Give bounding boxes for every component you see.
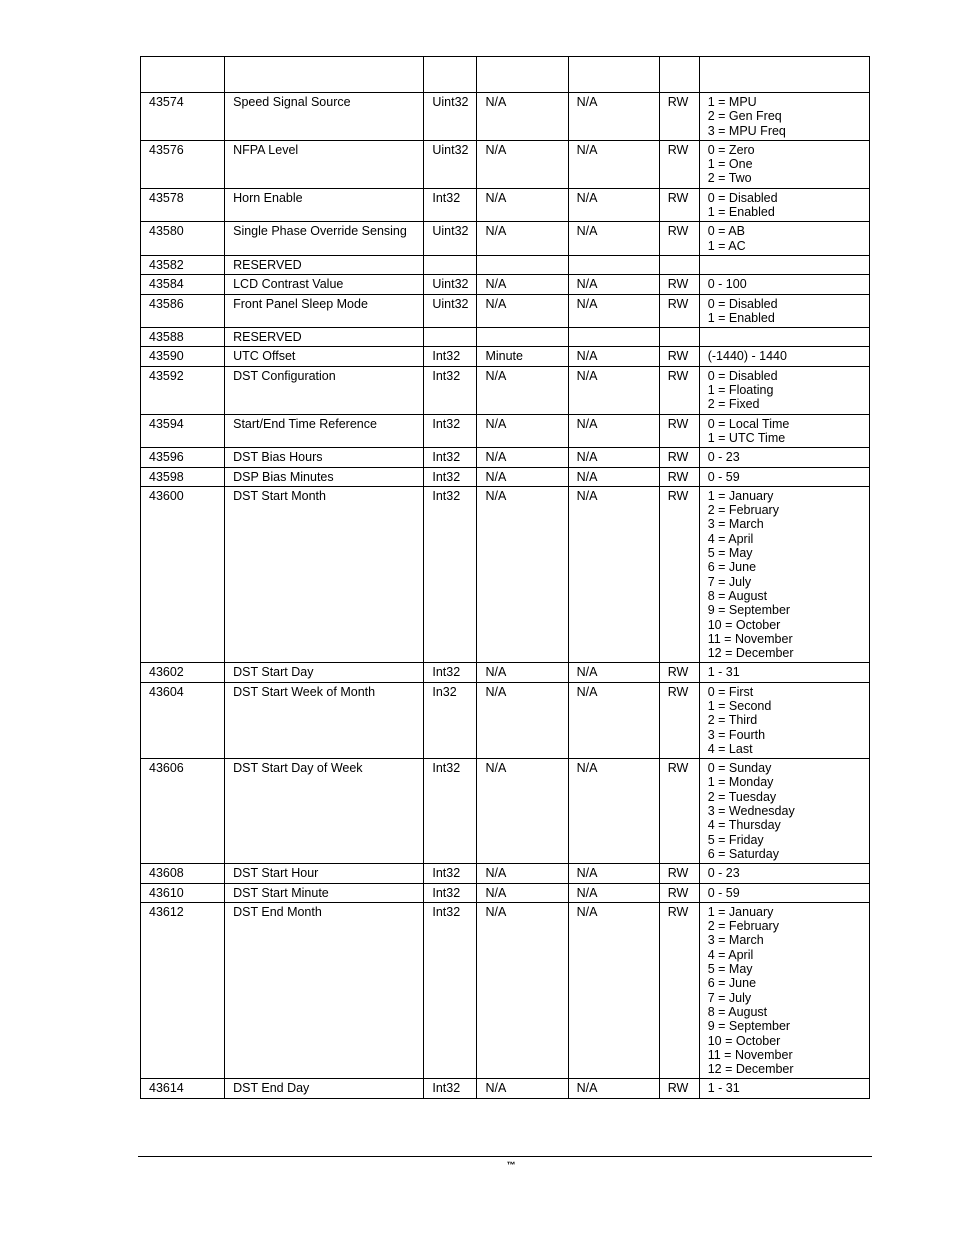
cell-address: 43596 xyxy=(141,448,225,467)
cell-scale: N/A xyxy=(568,902,659,1079)
cell-access xyxy=(659,255,699,274)
cell-parameter: DST Bias Hours xyxy=(225,448,424,467)
cell-units: N/A xyxy=(477,366,568,414)
cell-parameter: Front Panel Sleep Mode xyxy=(225,294,424,328)
cell-address: 43578 xyxy=(141,188,225,222)
cell-access: RW xyxy=(659,414,699,448)
cell-data-type: Int32 xyxy=(424,188,477,222)
table-row xyxy=(141,883,870,902)
cell-access: RW xyxy=(659,93,699,141)
cell-access: RW xyxy=(659,294,699,328)
cell-units: N/A xyxy=(477,486,568,663)
cell-data-type xyxy=(424,255,477,274)
cell-data-type: Int32 xyxy=(424,883,477,902)
cell-scale: N/A xyxy=(568,366,659,414)
cell-range: 0 - 23 xyxy=(699,448,869,467)
cell-address: 43614 xyxy=(141,1079,225,1098)
cell-range: 0 = Zero 1 = One 2 = Two xyxy=(699,140,869,188)
cell-scale: N/A xyxy=(568,140,659,188)
cell-range xyxy=(699,255,869,274)
header-cell-access xyxy=(659,57,699,93)
cell-address: 43606 xyxy=(141,759,225,864)
cell-parameter: UTC Offset xyxy=(225,347,424,366)
cell-parameter: NFPA Level xyxy=(225,140,424,188)
cell-data-type: Uint32 xyxy=(424,275,477,294)
table-row xyxy=(141,347,870,366)
table-row xyxy=(141,222,870,256)
table-row xyxy=(141,663,870,682)
cell-scale: N/A xyxy=(568,682,659,758)
cell-range: 0 = AB 1 = AC xyxy=(699,222,869,256)
cell-access: RW xyxy=(659,467,699,486)
cell-data-type: Int32 xyxy=(424,347,477,366)
table-row xyxy=(141,467,870,486)
cell-units: N/A xyxy=(477,414,568,448)
cell-scale xyxy=(568,255,659,274)
cell-parameter: Single Phase Override Sensing xyxy=(225,222,424,256)
cell-scale: N/A xyxy=(568,1079,659,1098)
cell-address: 43580 xyxy=(141,222,225,256)
cell-range: 0 - 100 xyxy=(699,275,869,294)
cell-address: 43612 xyxy=(141,902,225,1079)
table-row xyxy=(141,140,870,188)
cell-scale: N/A xyxy=(568,222,659,256)
table-row xyxy=(141,328,870,347)
cell-units: N/A xyxy=(477,93,568,141)
cell-range: 0 - 59 xyxy=(699,883,869,902)
cell-data-type: Int32 xyxy=(424,1079,477,1098)
cell-parameter: LCD Contrast Value xyxy=(225,275,424,294)
header-cell-scale xyxy=(568,57,659,93)
cell-parameter: DST End Month xyxy=(225,902,424,1079)
cell-access: RW xyxy=(659,1079,699,1098)
cell-scale: N/A xyxy=(568,294,659,328)
cell-scale: N/A xyxy=(568,486,659,663)
cell-access: RW xyxy=(659,682,699,758)
cell-address: 43586 xyxy=(141,294,225,328)
table-row xyxy=(141,1079,870,1098)
cell-address: 43584 xyxy=(141,275,225,294)
cell-units: N/A xyxy=(477,902,568,1079)
cell-parameter: RESERVED xyxy=(225,328,424,347)
header-cell-range xyxy=(699,57,869,93)
cell-address: 43610 xyxy=(141,883,225,902)
table-row xyxy=(141,864,870,883)
cell-range: 0 = Disabled 1 = Enabled xyxy=(699,188,869,222)
table-row xyxy=(141,255,870,274)
cell-data-type: Int32 xyxy=(424,759,477,864)
cell-access: RW xyxy=(659,366,699,414)
cell-units: N/A xyxy=(477,864,568,883)
cell-address: 43604 xyxy=(141,682,225,758)
cell-parameter: DST Start Hour xyxy=(225,864,424,883)
cell-range: 1 = January 2 = February 3 = March 4 = April 5 = May 6 = June 7 = July 8 = August 9 = September 10 = October 11 = November 12 = December xyxy=(699,486,869,663)
table-row xyxy=(141,448,870,467)
cell-units: N/A xyxy=(477,294,568,328)
cell-parameter: DST End Day xyxy=(225,1079,424,1098)
cell-range: 0 = Sunday 1 = Monday 2 = Tuesday 3 = Wednesday 4 = Thursday 5 = Friday 6 = Saturday xyxy=(699,759,869,864)
cell-parameter: DST Start Day xyxy=(225,663,424,682)
cell-access: RW xyxy=(659,759,699,864)
header-cell-units xyxy=(477,57,568,93)
cell-scale: N/A xyxy=(568,275,659,294)
table-row xyxy=(141,275,870,294)
cell-scale: N/A xyxy=(568,448,659,467)
cell-units: N/A xyxy=(477,448,568,467)
cell-access: RW xyxy=(659,275,699,294)
cell-units: N/A xyxy=(477,140,568,188)
footer-trademark: ™ xyxy=(506,1160,516,1170)
cell-units: N/A xyxy=(477,467,568,486)
cell-units xyxy=(477,328,568,347)
cell-parameter: Speed Signal Source xyxy=(225,93,424,141)
cell-units: N/A xyxy=(477,222,568,256)
cell-range: (-1440) - 1440 xyxy=(699,347,869,366)
cell-range: 0 - 23 xyxy=(699,864,869,883)
cell-address: 43576 xyxy=(141,140,225,188)
table-row xyxy=(141,486,870,663)
cell-access: RW xyxy=(659,347,699,366)
cell-access: RW xyxy=(659,486,699,663)
cell-range xyxy=(699,328,869,347)
cell-access: RW xyxy=(659,222,699,256)
cell-address: 43594 xyxy=(141,414,225,448)
cell-parameter: DSP Bias Minutes xyxy=(225,467,424,486)
table-row xyxy=(141,188,870,222)
cell-data-type: Uint32 xyxy=(424,93,477,141)
cell-data-type: Int32 xyxy=(424,366,477,414)
cell-data-type: Int32 xyxy=(424,902,477,1079)
table-row xyxy=(141,294,870,328)
cell-address: 43598 xyxy=(141,467,225,486)
cell-parameter: DST Start Day of Week xyxy=(225,759,424,864)
cell-data-type: Int32 xyxy=(424,467,477,486)
cell-data-type: Int32 xyxy=(424,448,477,467)
cell-units: N/A xyxy=(477,1079,568,1098)
cell-units: Minute xyxy=(477,347,568,366)
cell-access: RW xyxy=(659,864,699,883)
cell-units xyxy=(477,255,568,274)
cell-units: N/A xyxy=(477,759,568,864)
cell-data-type xyxy=(424,328,477,347)
cell-access: RW xyxy=(659,140,699,188)
cell-parameter: Start/End Time Reference xyxy=(225,414,424,448)
cell-units: N/A xyxy=(477,188,568,222)
cell-access: RW xyxy=(659,883,699,902)
cell-address: 43608 xyxy=(141,864,225,883)
cell-range: 1 - 31 xyxy=(699,663,869,682)
cell-address: 43582 xyxy=(141,255,225,274)
table-row xyxy=(141,902,870,1079)
cell-scale: N/A xyxy=(568,414,659,448)
cell-address: 43588 xyxy=(141,328,225,347)
cell-address: 43592 xyxy=(141,366,225,414)
cell-data-type: Int32 xyxy=(424,414,477,448)
cell-data-type: Uint32 xyxy=(424,294,477,328)
cell-address: 43574 xyxy=(141,93,225,141)
cell-data-type: Int32 xyxy=(424,486,477,663)
cell-scale: N/A xyxy=(568,467,659,486)
cell-range: 1 - 31 xyxy=(699,1079,869,1098)
cell-parameter: Horn Enable xyxy=(225,188,424,222)
footer-divider xyxy=(138,1156,872,1157)
table-row xyxy=(141,414,870,448)
table-row xyxy=(141,366,870,414)
cell-scale: N/A xyxy=(568,663,659,682)
table-header-row xyxy=(141,57,870,93)
cell-units: N/A xyxy=(477,275,568,294)
cell-access: RW xyxy=(659,663,699,682)
cell-parameter: DST Configuration xyxy=(225,366,424,414)
header-cell-type xyxy=(424,57,477,93)
cell-units: N/A xyxy=(477,682,568,758)
cell-scale: N/A xyxy=(568,759,659,864)
cell-range: 0 = Disabled 1 = Floating 2 = Fixed xyxy=(699,366,869,414)
table-row xyxy=(141,759,870,864)
cell-scale: N/A xyxy=(568,864,659,883)
cell-range: 1 = MPU 2 = Gen Freq 3 = MPU Freq xyxy=(699,93,869,141)
register-table-body xyxy=(141,57,870,1099)
cell-address: 43590 xyxy=(141,347,225,366)
cell-range: 0 = Disabled 1 = Enabled xyxy=(699,294,869,328)
cell-units: N/A xyxy=(477,883,568,902)
cell-parameter: RESERVED xyxy=(225,255,424,274)
cell-data-type: Uint32 xyxy=(424,140,477,188)
cell-data-type: Int32 xyxy=(424,663,477,682)
cell-scale: N/A xyxy=(568,188,659,222)
cell-range: 0 = First 1 = Second 2 = Third 3 = Fourth 4 = Last xyxy=(699,682,869,758)
cell-data-type: In32 xyxy=(424,682,477,758)
header-cell-address xyxy=(141,57,225,93)
table-row xyxy=(141,93,870,141)
cell-address: 43600 xyxy=(141,486,225,663)
cell-parameter: DST Start Month xyxy=(225,486,424,663)
cell-data-type: Uint32 xyxy=(424,222,477,256)
cell-range: 1 = January 2 = February 3 = March 4 = April 5 = May 6 = June 7 = July 8 = August 9 = September 10 = October 11 = November 12 = December xyxy=(699,902,869,1079)
table-row xyxy=(141,682,870,758)
header-cell-name xyxy=(225,57,424,93)
cell-units: N/A xyxy=(477,663,568,682)
cell-scale xyxy=(568,328,659,347)
cell-parameter: DST Start Week of Month xyxy=(225,682,424,758)
cell-scale: N/A xyxy=(568,93,659,141)
register-table xyxy=(140,56,870,1099)
cell-access: RW xyxy=(659,188,699,222)
cell-scale: N/A xyxy=(568,883,659,902)
cell-data-type: Int32 xyxy=(424,864,477,883)
cell-parameter: DST Start Minute xyxy=(225,883,424,902)
cell-access xyxy=(659,328,699,347)
cell-range: 0 = Local Time 1 = UTC Time xyxy=(699,414,869,448)
cell-scale: N/A xyxy=(568,347,659,366)
cell-range: 0 - 59 xyxy=(699,467,869,486)
cell-access: RW xyxy=(659,902,699,1079)
cell-access: RW xyxy=(659,448,699,467)
cell-address: 43602 xyxy=(141,663,225,682)
